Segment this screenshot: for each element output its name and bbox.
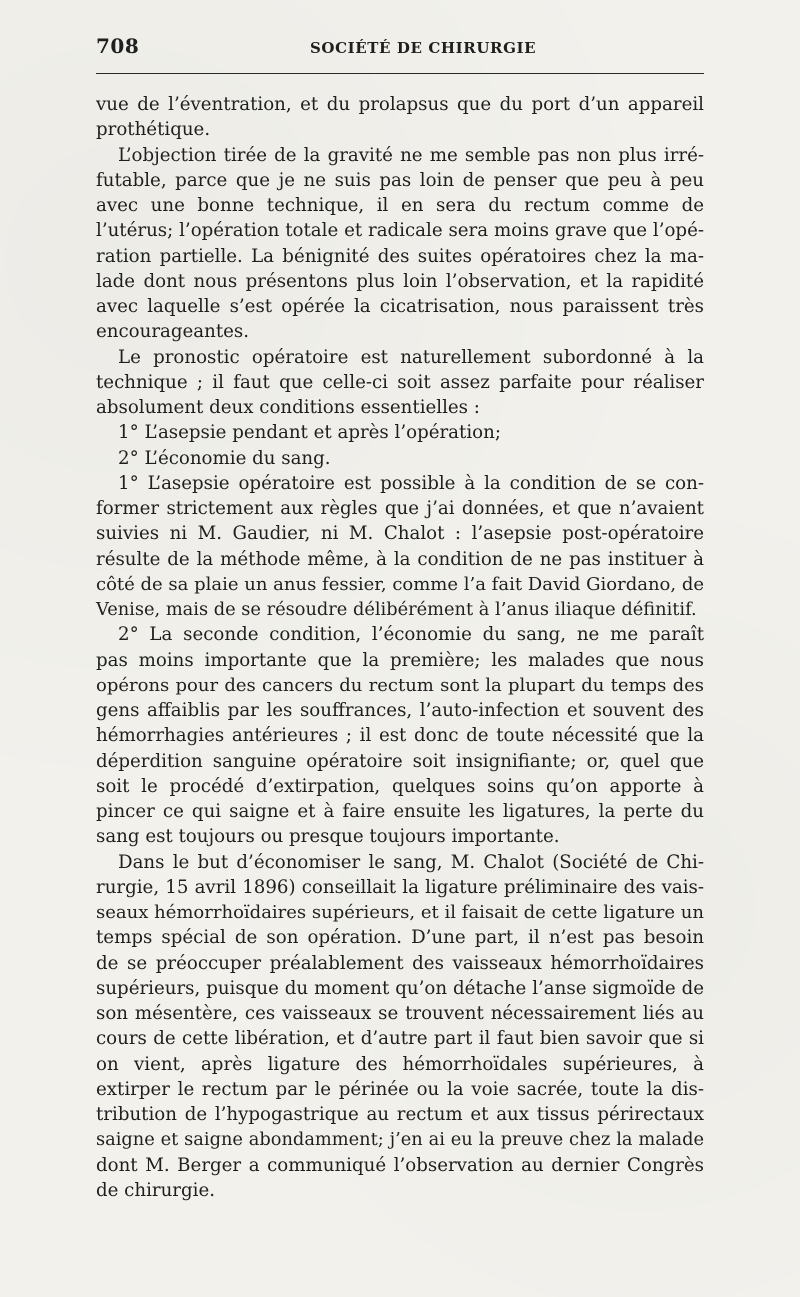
body-text [96,92,704,1203]
text-line: 1° L’asepsie pendant et après l’opération; [118,422,501,444]
text-line: lade dont nous présentons plus loin l’observation, et la rapidité [96,270,704,292]
text-line: dont M. Berger a communiqué l’observation au dernier Congrès [96,1154,704,1176]
text-line: former strictement aux règles que j’ai données, et que n’avaient [96,498,704,519]
text-line: on vient, après ligature des hémorrhoïdales supérieures, à [96,1053,704,1075]
text-line: seaux hémorrhoïdaires supérieurs, et il faisait de cette ligature un [96,902,704,923]
text-line: vue de l’éventration, et du prolapsus que du port d’un appareil [96,94,704,115]
header-rule [96,73,704,74]
text-line: saigne et saigne abondamment; j’en ai eu la preuve chez la malade [96,1129,704,1151]
text-line: hémorrhagies antérieures ; il est donc de toute nécessité que la [96,725,704,747]
text-line: 2° La seconde condition, l’économie du sang, ne me paraît [118,624,704,646]
text-line: soit le procédé d’extirpation, quelques soins qu’on apporte à [96,775,704,797]
text-line: encourageantes. [96,321,250,343]
text-line: suivies ni M. Gaudier, ni M. Chalot : l’asepsie post-opératoire [96,523,704,545]
text-line: résulte de la méthode même, à la condition de ne pas instituer à [96,548,704,570]
page-number: 708 [96,34,140,58]
text-line: extirper le rectum par le périnée ou la voie sacrée, toute la dis- [96,1078,704,1100]
text-line: avec laquelle s’est opérée la cicatrisation, nous paraissent très [96,296,704,317]
text-line: gens affaiblis par les souffrances, l’auto-infection et souvent des [96,700,704,721]
text-line: technique ; il faut que celle-ci soit assez parfaite pour réaliser [96,371,704,393]
text-line: rurgie, 15 avril 1896) conseillait la ligature préliminaire des vais- [96,876,704,898]
text-line: sang est toujours ou presque toujours importante. [96,826,560,848]
text-line: de chirurgie. [96,1179,216,1201]
text-line: futable, parce que je ne suis pas loin de penser que peu à peu [96,169,704,191]
text-line: Dans le but d’économiser le sang, M. Chalot (Société de Chi- [118,851,704,873]
text-line: côté de sa plaie un anus fessier, comme l’a fait David Giordano, de [96,573,704,595]
text-line: l’utérus; l’opération totale et radicale sera moins grave que l’opé- [96,220,704,242]
text-line: opérons pour des cancers du rectum sont la plupart du temps des [96,674,704,696]
text-line: ration partielle. La bénignité des suites opératoires chez la ma- [96,245,704,267]
text-line: 2° L’économie du sang. [118,447,331,469]
text-line: déperdition sanguine opératoire soit insignifiante; or, quel que [96,750,704,772]
text-line: temps spécial de son opération. D’une part, il n’est pas besoin [96,927,704,949]
text-line: tribution de l’hypogastrique au rectum et aux tissus périrectaux [96,1104,704,1125]
text-line: prothétique. [96,119,211,141]
text-line: cours de cette libération, et d’autre part il faut bien savoir que si [96,1028,704,1050]
text-line: supérieurs, puisque du moment qu’on détache l’anse sigmoïde de [96,977,704,999]
page-header [96,34,704,64]
text-line: pas moins importante que la première; les malades que nous [96,649,704,671]
text-line: Le pronostic opératoire est naturellement subordonné à la [118,346,704,368]
text-line: pincer ce qui saigne et à faire ensuite les ligatures, la perte du [96,801,704,822]
text-line: avec une bonne technique, il en sera du rectum comme de [96,195,704,216]
running-title: SOCIÉTÉ DE CHIRURGIE [310,39,537,57]
text-line: 1° L’asepsie opératoire est possible à la condition de se con- [118,472,704,494]
text-line: L’objection tirée de la gravité ne me semble pas non plus irré- [118,144,704,166]
text-line: Venise, mais de se résoudre délibérément à l’anus iliaque définitif. [96,599,697,620]
text-line: de se préoccuper préalablement des vaisseaux hémorrhoïdaires [96,952,704,974]
text-line: absolument deux conditions essentielles : [96,397,480,418]
text-line: son mésentère, ces vaisseaux se trouvent nécessairement liés au [96,1003,704,1024]
